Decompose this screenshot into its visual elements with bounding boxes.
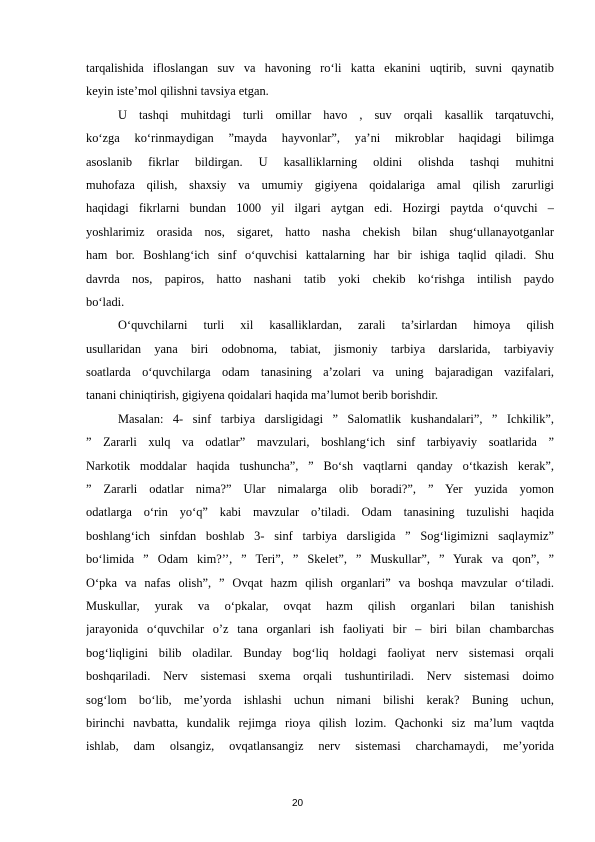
text-line: tanani chiniqtirish, gigiyena qoidalari haqida ma’lumot berib borishdir.: [86, 388, 439, 403]
text-line: ham bor. Boshlang‘ich sinf o‘quvchisi kattalarning har bir ishiga taqlid qiladi. Shu: [86, 248, 554, 263]
text-line: O‘pka va nafas olish”, ” Ovqat hazm qilish organlari” va boshqa mavzular o‘tiladi.: [86, 575, 554, 590]
document-body: [86, 57, 554, 759]
text-line: bo‘ladi.: [86, 294, 125, 309]
text-line: yoshlarimiz orasida nos, sigaret, hatto nasha chekish bilan shug‘ullanayotganlar: [86, 224, 554, 239]
page-number: 20: [291, 798, 304, 809]
text-line: asoslanib fikrlar bildirgan. U kasalliklarning oldini olishda tashqi muhitni: [86, 154, 554, 169]
text-line: bog‘liqligini bilib oladilar. Bunday bog‘liq holdagi faoliyat nerv sistemasi orqali: [86, 645, 554, 660]
text-line: birinchi navbatta, kundalik rejimga rioya qilish lozim. Qachonki siz ma’lum vaqtda: [86, 715, 554, 730]
text-line: Muskullar, yurak va o‘pkalar, ovqat hazm qilish organlari bilan tanishish: [86, 598, 554, 613]
text-line: odatlarga o‘rin yo‘q” kabi mavzular o’tiladi. Odam tanasining tuzulishi haqida: [86, 505, 554, 520]
text-line: haqidagi fikrlarni bundan 1000 yil ilgari aytgan edi. Hozirgi paytda o‘quvchi –: [86, 201, 554, 216]
text-line: ” Zararli odatlar nima?” Ular nimalarga olib boradi?”, ” Yer yuzida yomon: [86, 482, 554, 497]
text-line: keyin iste’mol qilishni tavsiya etgan.: [86, 84, 269, 99]
paragraph-start-line: O‘quvchilarni turli xil kasalliklardan, zarali ta’sirlardan himoya qilish: [118, 318, 554, 333]
text-line: davrda nos, papiros, hatto nashani tatib yoki chekib ko‘rishga intilish paydo: [86, 271, 554, 286]
text-line: tarqalishida ifloslangan suv va havoning ro‘li katta ekanini uqtirib, suvni qaynatib: [86, 61, 554, 75]
text-line: sog‘lom bo‘lib, me’yorda ishlashi uchun nimani bilishi kerak? Buning uchun,: [86, 692, 554, 707]
text-line: soatlarda o‘quvchilarga odam tanasining a’zolari va uning bajaradigan vazifalari,: [86, 365, 554, 380]
text-line: boshqariladi. Nerv sistemasi sxema orqali tushuntiriladi. Nerv sistemasi doimo: [86, 669, 554, 684]
paragraph-start-line: U tashqi muhitdagi turli omillar havo , suv orqali kasallik tarqatuvchi,: [118, 107, 554, 122]
text-line: muhofaza qilish, shaxsiy va umumiy gigiyena qoidalariga amal qilish zarurligi: [86, 177, 554, 192]
text-line: ishlab, dam olsangiz, ovqatlansangiz nerv sistemasi charchamaydi, me’yorida: [86, 739, 554, 754]
text-line: Narkotik moddalar haqida tushuncha”, ” Bo‘sh vaqtlarni qanday o‘tkazish kerak”,: [86, 458, 554, 473]
text-line: usullaridan yana biri odobnoma, tabiat, jismoniy tarbiya darslarida, tarbiyaviy: [86, 341, 554, 356]
text-line: ko‘zga ko‘rinmaydigan ”mayda hayvonlar”, ya’ni mikroblar haqidagi bilimga: [86, 131, 554, 146]
text-line: bo‘limida ” Odam kim?’’, ” Teri”, ” Skelet”, ” Muskullar”, ” Yurak va qon”, ”: [86, 552, 554, 567]
text-line: jarayonida o‘quvchilar o’z tana organlari ish faoliyati bir – biri bilan chambarchas: [86, 622, 554, 637]
text-line: ” Zararli xulq va odatlar” mavzulari, boshlang‘ich sinf tarbiyaviy soatlarida ”: [86, 435, 554, 450]
paragraph-start-line: Masalan: 4- sinf tarbiya darsligidagi ” Salomatlik kushandalari”, ” Ichkilik”,: [118, 411, 554, 426]
text-line: boshlang‘ich sinfdan boshlab 3- sinf tarbiya darsligida ” Sog‘ligimizni saqlaymiz”: [86, 528, 554, 543]
